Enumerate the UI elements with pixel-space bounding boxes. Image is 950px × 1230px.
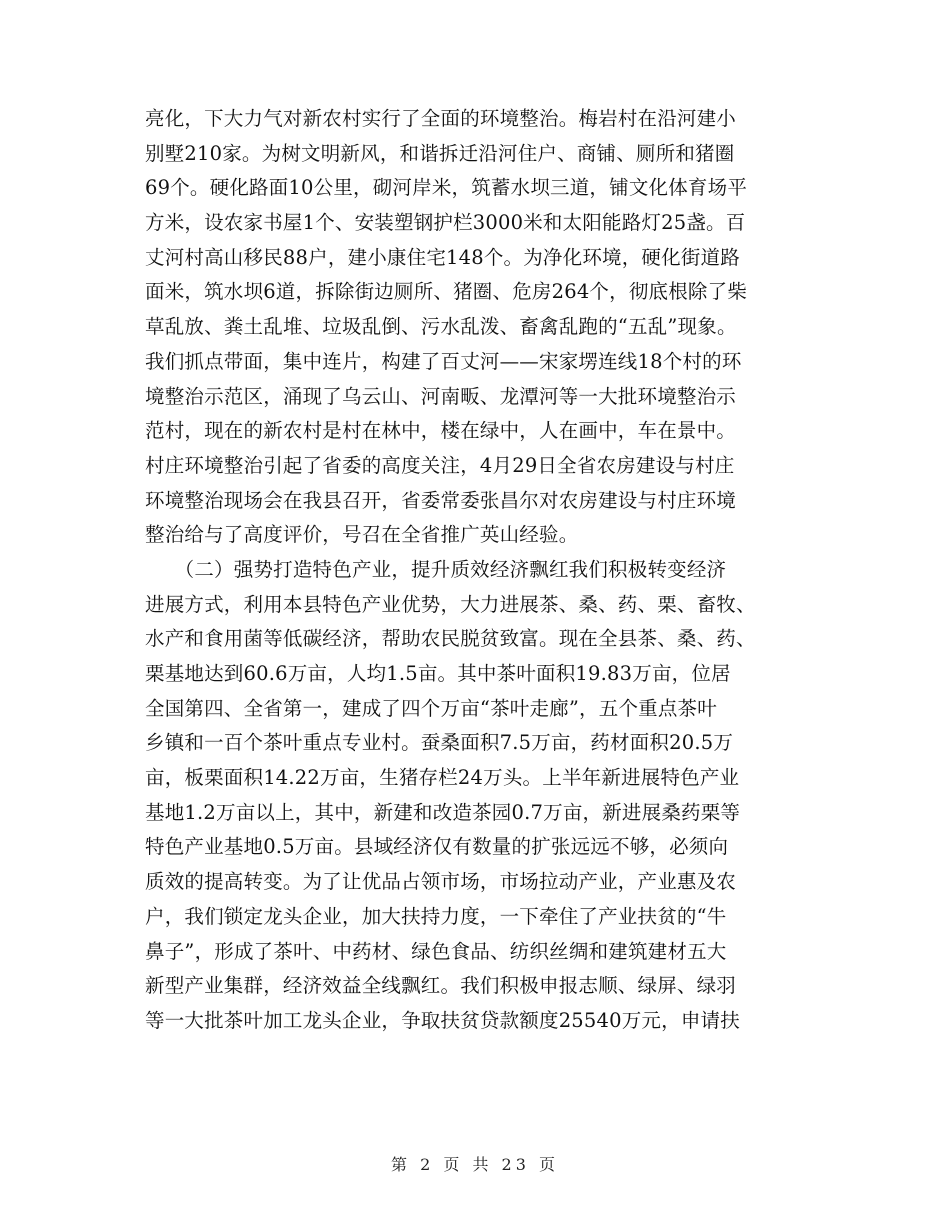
text-line: 水产和食用菌等低碳经济，帮助农民脱贫致富。现在全县茶、桑、药、 (145, 627, 756, 651)
text-line: 境整治示范区，涌现了乌云山、河南畈、龙潭河等一大批环境整治示 (145, 384, 737, 408)
text-line: 村庄环境整治引起了省委的高度关注，4月29日全省农房建设与村庄 (145, 453, 735, 477)
text-line: 全国第四、全省第一，建成了四个万亩“茶叶走廊”，五个重点茶叶 (145, 696, 717, 720)
text-line: 鼻子”，形成了茶叶、中药材、绿色食品、纺织丝绸和建筑建材五大 (145, 939, 727, 963)
text-line: 方米，设农家书屋1个、安装塑钢护栏3000米和太阳能路灯25盏。百 (145, 211, 746, 235)
text-line: 丈河村高山移民88户，建小康住宅148个。为净化环境，硬化街道路 (145, 245, 740, 269)
text-line: 新型产业集群，经济效益全线飘红。我们积极申报志顺、绿屏、绿羽 (145, 974, 737, 998)
text-line: 进展方式，利用本县特色产业优势，大力进展茶、桑、药、栗、畜牧、 (145, 592, 756, 616)
text-line: 亩，板栗面积14.22万亩，生猪存栏24万头。上半年新进展特色产业 (145, 766, 740, 790)
text-line: 面米，筑水坝6道，拆除街边厕所、猪圈、危房264个，彻底根除了柴 (145, 280, 748, 304)
text-line: 乡镇和一百个茶叶重点专业村。蚕桑面积7.5万亩，药材面积20.5万 (145, 731, 734, 755)
text-line: 环境整治现场会在我县召开，省委常委张昌尔对农房建设与村庄环境 (145, 488, 737, 512)
text-line: 等一大批茶叶加工龙头企业，争取扶贫贷款额度25540万元，申请扶 (145, 1008, 740, 1032)
text-line: 整治给与了高度评价，号召在全省推广英山经验。 (145, 523, 579, 547)
text-line: 69个。硬化路面10公里，砌河岸米，筑蓄水坝三道，铺文化体育场平 (145, 176, 748, 200)
text-line: 范村，现在的新农村是村在林中，楼在绿中，人在画中，车在景中。 (145, 419, 737, 443)
text-line: 特色产业基地0.5万亩。县域经济仅有数量的扩张远远不够，必须向 (145, 835, 729, 859)
text-line: 草乱放、粪土乱堆、垃圾乱倒、污水乱泼、畜禽乱跑的“五乱”现象。 (145, 315, 737, 339)
text-line: 户，我们锁定龙头企业，加大扶持力度，一下牵住了产业扶贫的“牛 (145, 904, 727, 928)
text-line: 栗基地达到60.6万亩，人均1.5亩。其中茶叶面积19.83万亩，位居 (145, 662, 731, 685)
text-line: 别墅210家。为树文明新风，和谐拆迁沿河住户、商铺、厕所和猪圈 (145, 141, 735, 165)
text-line: 我们抓点带面，集中连片，构建了百丈河——宋家塄连线18个村的环 (145, 349, 742, 373)
text-line: 质效的提高转变。为了让优品占领市场，市场拉动产业，产业惠及农 (145, 870, 737, 894)
body-text (145, 102, 825, 1039)
page-footer: 第 2 页 共 23 页 (391, 1155, 559, 1174)
text-line: 亮化，下大力气对新农村实行了全面的环境整治。梅岩村在沿河建小 (145, 107, 737, 130)
text-line: 基地1.2万亩以上，其中，新建和改造茶园0.7万亩，新进展桑药栗等 (145, 800, 741, 824)
text-line: （二）强势打造特色产业，提升质效经济飘红我们积极转变经济 (145, 557, 727, 581)
